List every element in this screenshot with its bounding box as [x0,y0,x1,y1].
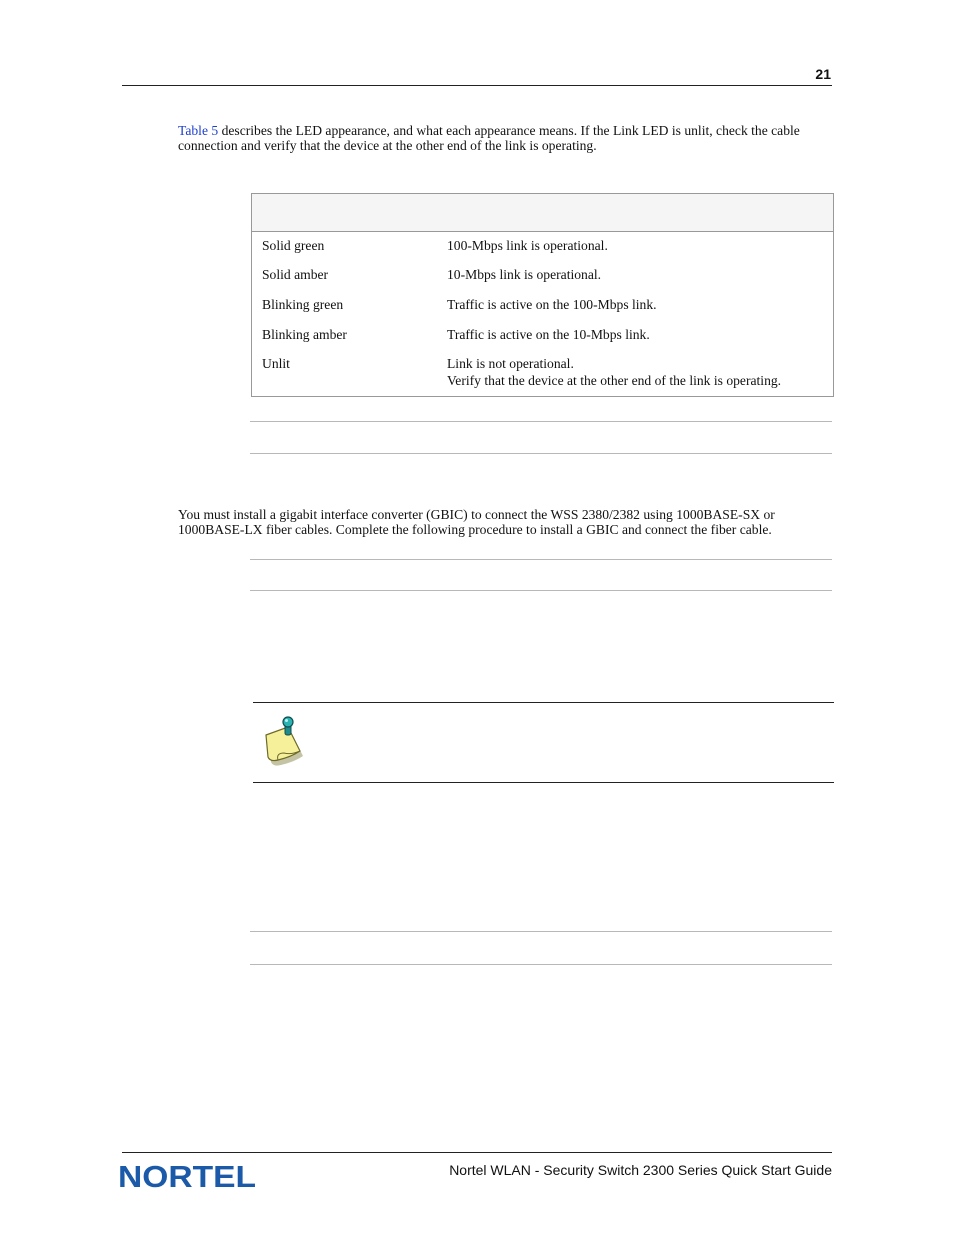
svg-text:NORTEL: NORTEL [118,1159,256,1192]
divider [250,421,832,422]
table-cell-appearance: Solid amber [262,267,329,282]
table-cell-meaning: Traffic is active on the 100-Mbps link. [447,297,657,312]
table-cell-meaning: 10-Mbps link is operational. [447,267,602,282]
divider [250,590,832,591]
divider [250,964,832,965]
divider [250,453,832,454]
note-box [253,702,834,783]
table-cell-appearance: Solid green [262,238,325,253]
table-cell-meaning: 100-Mbps link is operational. [447,238,608,253]
table-cell-meaning: Link is not operational. [447,356,574,371]
intro-text: describes the LED appearance, and what each appearance means. If the Link LED is unlit, check the cable connection and verify that the device at the other end of the link is operating. [178,123,800,153]
intro-paragraph [178,123,838,153]
table-cell-meaning: Traffic is active on the 10-Mbps link. [447,327,650,342]
table-cell-appearance: Unlit [262,356,290,371]
table-header [252,194,833,232]
divider [250,931,832,932]
footer-title: Nortel WLAN - Security Switch 2300 Series Quick Start Guide [449,1162,832,1178]
page-number: 21 [815,66,831,82]
header-rule [122,85,832,86]
footer-rule [122,1152,832,1153]
divider [250,559,832,560]
sticky-note-pushpin-icon [258,715,308,767]
gbic-paragraph: You must install a gigabit interface converter (GBIC) to connect the WSS 2380/2382 using 1000BASE-SX or 1000BASE-LX fiber cables. Complete the following procedure to install a GBIC and connect the fiber cable. [178,507,775,537]
nortel-logo [118,1158,258,1192]
table-cell-appearance: Blinking amber [262,327,347,342]
led-table [251,193,834,397]
table-cell-meaning-line2: Verify that the device at the other end of the link is operating. [447,373,782,388]
table-5-link[interactable]: Table 5 [178,123,219,138]
table-cell-appearance: Blinking green [262,297,344,312]
